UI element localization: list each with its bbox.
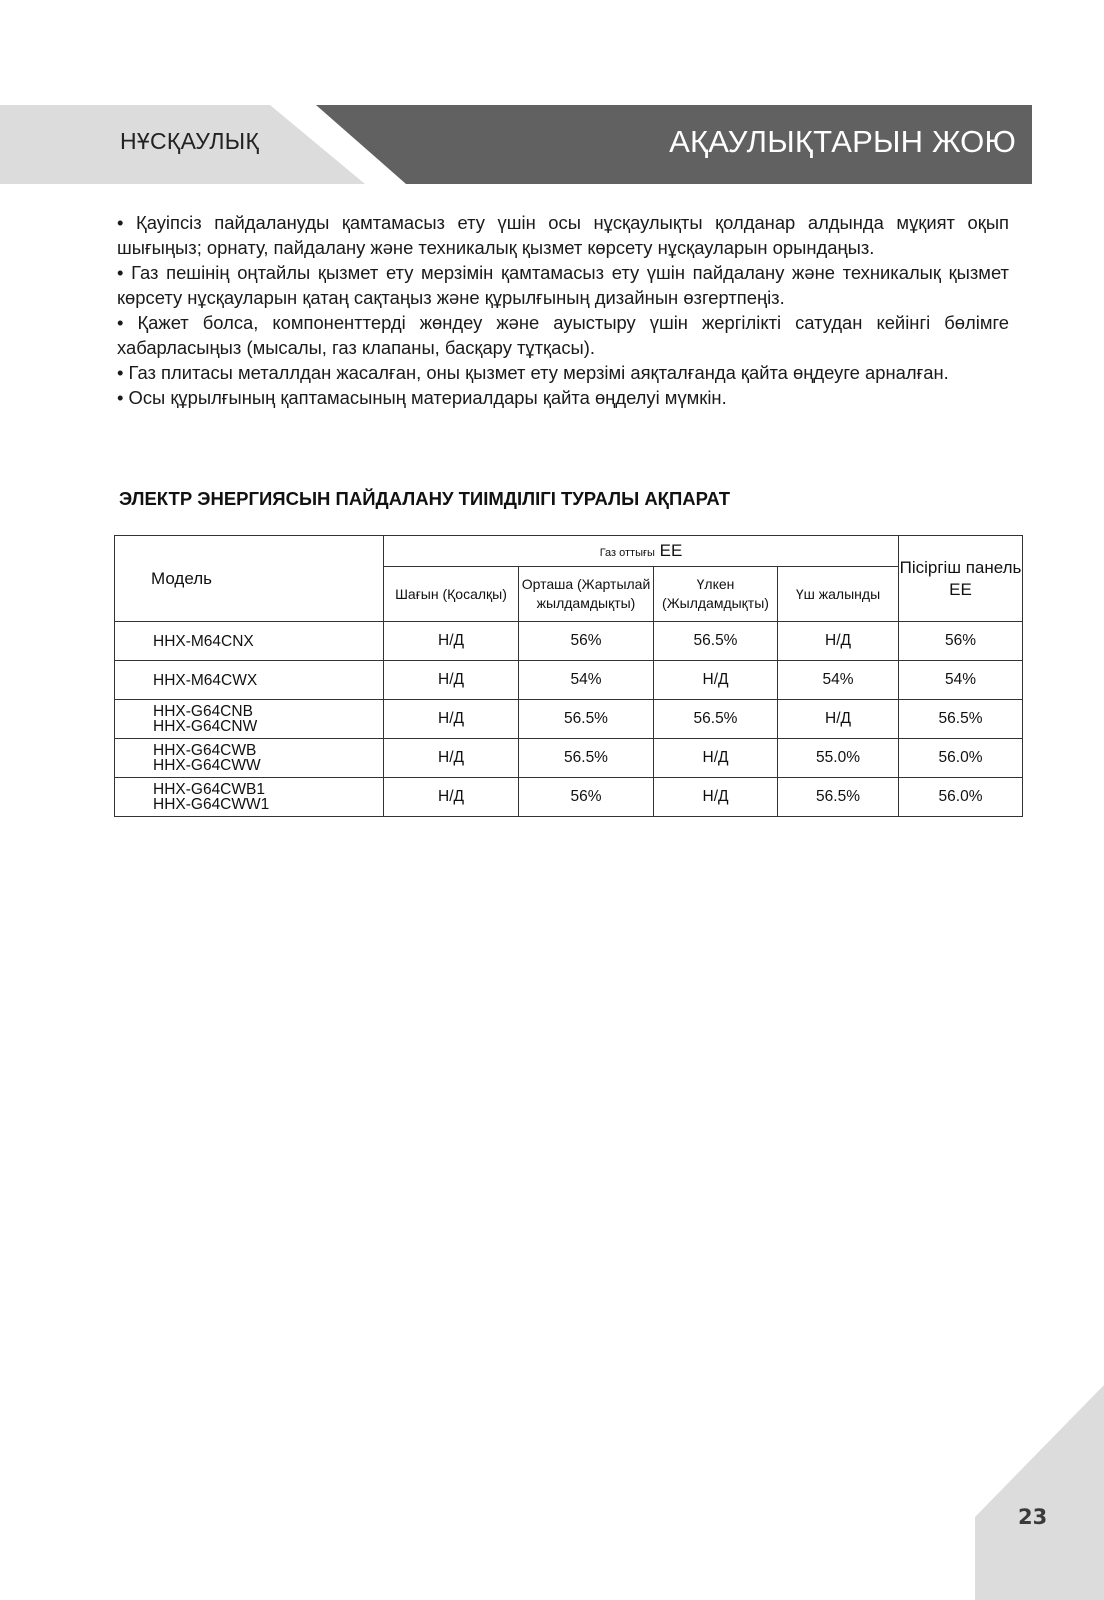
value-cell: 56.5% — [654, 622, 778, 661]
value-cell: 56% — [519, 622, 654, 661]
hob-ee-header: Пісіргіш панель EE — [899, 536, 1023, 622]
value-cell: Н/Д — [654, 661, 778, 700]
paragraph: • Қажет болса, компоненттерді жөндеу және ауыстыру үшін жергілікті сатудан кейінгі бөлімге хабарласыңыз (мысалы, газ клапаны, басқару тұтқасы). — [117, 312, 1009, 358]
value-cell: 56.5% — [899, 700, 1023, 739]
value-cell: Н/Д — [778, 622, 899, 661]
table-row — [115, 622, 1023, 661]
paragraph: • Газ пешінің оңтайлы қызмет ету мерзімін қамтамасыз ету үшін пайдалану және техникалық қызмет көрсету нұсқауларын қатаң сақтаңыз және құрылғының дизайнын өзгертпеңіз. — [117, 262, 1009, 308]
value-cell: 54% — [519, 661, 654, 700]
section-title: ЭЛЕКТР ЭНЕРГИЯСЫН ПАЙДАЛАНУ ТИІМДІЛІГІ ТУРАЛЫ АҚПАРАТ — [119, 488, 731, 509]
value-cell: Н/Д — [384, 778, 519, 817]
energy-efficiency-table — [114, 535, 1023, 817]
value-cell: Н/Д — [654, 739, 778, 778]
medium-burner-header: Орташа (Жартылай жылдамдықты) — [519, 567, 654, 622]
model-cell: HHX-M64CWX — [115, 661, 384, 700]
large-burner-header: Үлкен (Жылдамдықты) — [654, 567, 778, 622]
small-burner-header: Шағын (Қосалқы) — [384, 567, 519, 622]
model-cell: HHX-G64CNB HHX-G64CNW — [115, 700, 384, 739]
value-cell: 56% — [899, 622, 1023, 661]
value-cell: 56% — [519, 778, 654, 817]
value-cell: Н/Д — [384, 661, 519, 700]
header-left-title: НҰСҚАУЛЫҚ — [120, 128, 260, 154]
instructions-text — [117, 210, 1009, 410]
gas-burner-label: Газ оттығы — [599, 547, 655, 559]
model-cell: HHX-M64CNX — [115, 622, 384, 661]
table-row — [115, 700, 1023, 739]
triple-flame-header: Үш жалынды — [778, 567, 899, 622]
table-row — [115, 778, 1023, 817]
ee-label: EE — [659, 541, 683, 560]
value-cell: 56.5% — [519, 739, 654, 778]
table-row — [115, 661, 1023, 700]
gas-burner-ee-header — [384, 536, 899, 567]
model-cell: HHX-G64CWB1 HHX-G64CWW1 — [115, 778, 384, 817]
page-corner-tab — [975, 1385, 1104, 1600]
value-cell: 56.0% — [899, 739, 1023, 778]
page-number: 23 — [1018, 1505, 1048, 1529]
paragraph: • Газ плитасы металлдан жасалған, оны қызмет ету мерзімі аяқталғанда қайта өңдеуге арналған. — [117, 362, 949, 383]
value-cell: 56.5% — [654, 700, 778, 739]
header-right-title: АҚАУЛЫҚТАРЫН ЖОЮ — [669, 124, 1016, 159]
model-cell: HHX-G64CWB HHX-G64CWW — [115, 739, 384, 778]
paragraph: • Қауіпсіз пайдалануды қамтамасыз ету үшін осы нұсқаулықты қолданар алдында мұқият оқып шығыңыз; орнату, пайдалану және техникалық қызмет көрсету нұсқауларын орындаңыз. — [117, 212, 1009, 258]
value-cell: 56.0% — [899, 778, 1023, 817]
value-cell: 56.5% — [519, 700, 654, 739]
table-row — [115, 739, 1023, 778]
value-cell: Н/Д — [384, 739, 519, 778]
value-cell: 54% — [899, 661, 1023, 700]
model-header: Модель — [115, 536, 384, 622]
value-cell: Н/Д — [654, 778, 778, 817]
paragraph: • Осы құрылғының қаптамасының материалдары қайта өңделуі мүмкін. — [117, 387, 727, 408]
value-cell: Н/Д — [384, 700, 519, 739]
value-cell: Н/Д — [778, 700, 899, 739]
value-cell: Н/Д — [384, 622, 519, 661]
value-cell: 55.0% — [778, 739, 899, 778]
value-cell: 56.5% — [778, 778, 899, 817]
value-cell: 54% — [778, 661, 899, 700]
